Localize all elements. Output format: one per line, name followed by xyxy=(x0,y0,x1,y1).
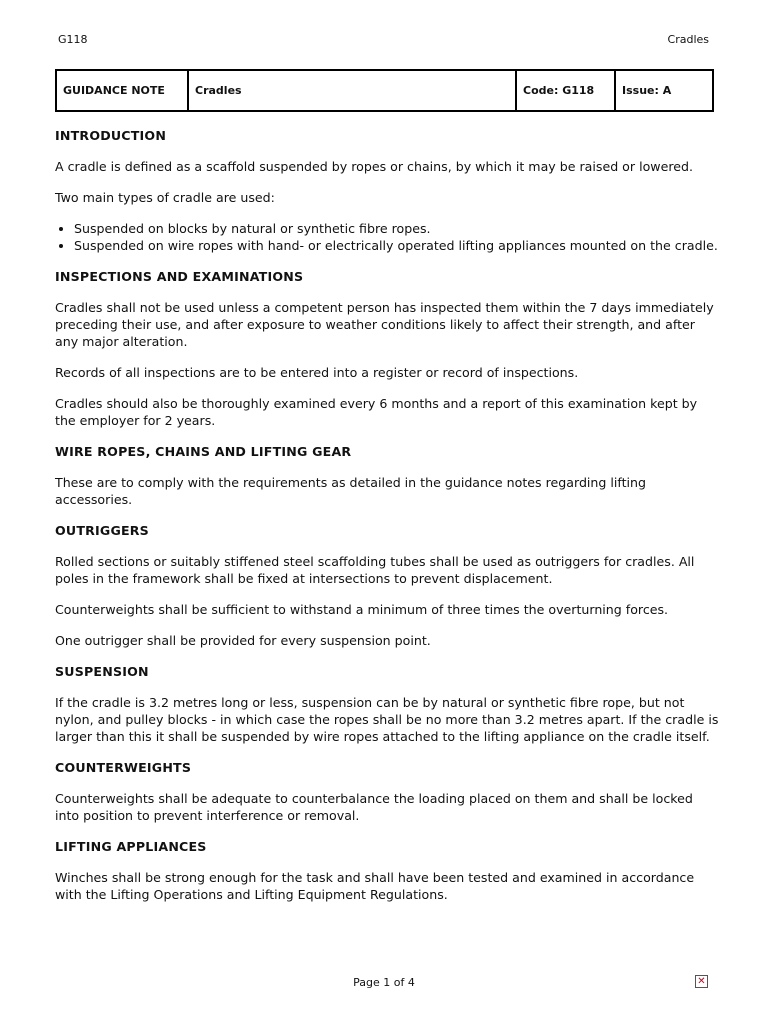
paragraph: Counterweights shall be sufficient to withstand a minimum of three times the overturning forces. xyxy=(55,602,669,617)
section-heading-counterweights: COUNTERWEIGHTS xyxy=(55,760,192,775)
paragraph: Records of all inspections are to be entered into a register or record of inspections. xyxy=(55,365,579,380)
list-item: • Suspended on blocks by natural or synthetic fibre ropes. xyxy=(74,220,720,237)
section-heading-inspections: INSPECTIONS AND EXAMINATIONS xyxy=(55,269,304,284)
guidance-note-label: GUIDANCE NOTE xyxy=(56,70,188,111)
paragraph: These are to comply with the requirements as detailed in the guidance notes regarding lifting accessories. xyxy=(55,475,647,507)
paragraph: Two main types of cradle are used: xyxy=(55,190,275,205)
page-number: Page 1 of 4 xyxy=(353,976,415,989)
header-title: Cradles xyxy=(667,33,709,46)
paragraph: One outrigger shall be provided for every suspension point. xyxy=(55,633,431,648)
paragraph: Rolled sections or suitably stiffened steel scaffolding tubes shall be used as outriggers for cradles. All poles in the framework shall be fixed at intersections to prevent displacement. xyxy=(55,554,695,586)
section-heading-lifting-appliances: LIFTING APPLIANCES xyxy=(55,839,207,854)
guidance-note-title: Cradles xyxy=(188,70,516,111)
paragraph: Winches shall be strong enough for the task and shall have been tested and examined in accordance with the Lifting Operations and Lifting Equipment Regulations. xyxy=(55,870,695,902)
guidance-note-code: Code: G118 xyxy=(516,70,615,111)
section-heading-outriggers: OUTRIGGERS xyxy=(55,523,149,538)
paragraph: Cradles shall not be used unless a competent person has inspected them within the 7 days immediately preceding their use, and after exposure to weather conditions likely to affect their strength, and after any major alteration. xyxy=(55,300,714,349)
page-header xyxy=(58,33,709,47)
list-item: • Suspended on wire ropes with hand- or electrically operated lifting appliances mounted on the cradle. xyxy=(74,237,720,254)
section-heading-introduction: INTRODUCTION xyxy=(55,128,167,143)
header-code: G118 xyxy=(58,33,88,46)
paragraph: Cradles should also be thoroughly examined every 6 months and a report of this examination kept by the employer for 2 years. xyxy=(55,396,698,428)
cradle-types-list xyxy=(55,220,720,254)
paragraph: A cradle is defined as a scaffold suspended by ropes or chains, by which it may be raised or lowered. xyxy=(55,159,693,174)
section-heading-suspension: SUSPENSION xyxy=(55,664,149,679)
paragraph: If the cradle is 3.2 metres long or less, suspension can be by natural or synthetic fibre rope, but not nylon, and pulley blocks - in which case the ropes shall be no more than 3.2 metres apart. If the cradle is larger than this it shall be suspended by wire ropes attached to the lifting appliance on the cradle itself. xyxy=(55,695,719,744)
paragraph: Counterweights shall be adequate to counterbalance the loading placed on them and shall be locked into position to prevent interference or removal. xyxy=(55,791,693,823)
guidance-note-issue: Issue: A xyxy=(615,70,713,111)
broken-image-icon: ✕ xyxy=(695,975,708,988)
section-heading-wire-ropes: WIRE ROPES, CHAINS AND LIFTING GEAR xyxy=(55,444,352,459)
guidance-note-table xyxy=(55,69,714,112)
document-body xyxy=(55,127,720,917)
